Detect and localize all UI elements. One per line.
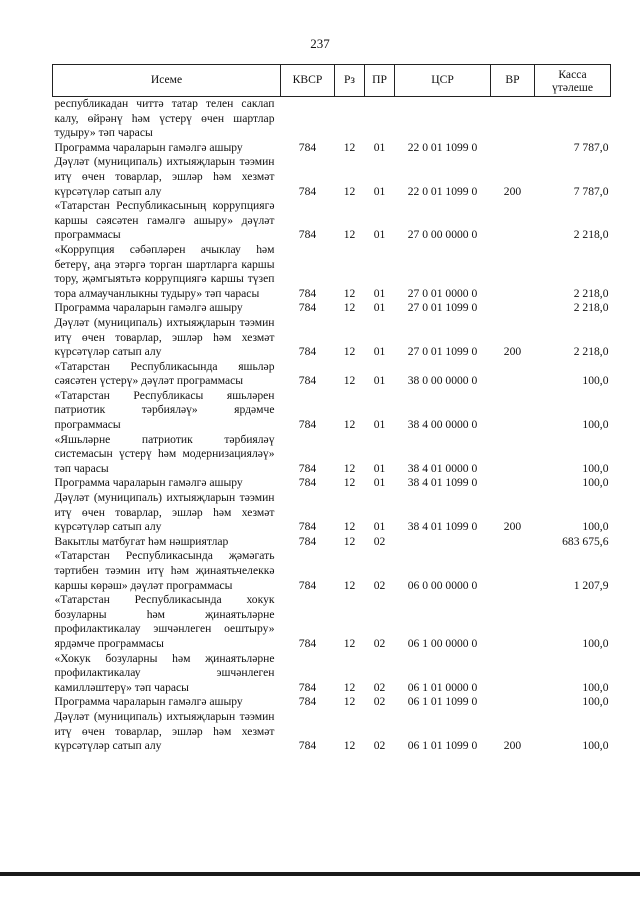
row-pr-cell: 02 — [373, 739, 386, 753]
row-kvsr-cell — [281, 97, 335, 141]
row-vr-cell: 200 — [503, 184, 522, 198]
row-name-cell: «Татарстан Республикасында җәмәгать тәртибен тәэмин итү һәм җинаятьчелеккә каршы көрәш» дәүләт программасы — [54, 549, 275, 592]
table-row — [53, 360, 611, 389]
header-cash-execution — [535, 65, 611, 97]
row-vr-cell: 200 — [503, 739, 522, 753]
row-sum-cell: 7 787,0 — [573, 184, 609, 198]
row-rz-cell: 12 — [343, 520, 356, 534]
row-vr-cell — [491, 476, 535, 491]
row-vr-cell — [491, 695, 535, 710]
row-rz-cell: 12 — [343, 461, 356, 475]
row-pr-cell: 02 — [373, 636, 386, 650]
row-pr-cell: 01 — [373, 228, 386, 242]
row-name-cell: «Татарстан Республикасында яшьләр сәясәтен үстерү» дәүләт программасы — [54, 359, 275, 388]
row-pr-cell: 01 — [373, 286, 386, 300]
row-sum-cell: 100,0 — [582, 680, 609, 694]
row-rz-cell: 12 — [343, 695, 356, 709]
header-cash-line1: Касса — [558, 67, 587, 81]
scan-edge-bar — [0, 872, 640, 876]
row-sum-cell: 100,0 — [582, 636, 609, 650]
row-pr-cell: 02 — [373, 578, 386, 592]
row-rz-cell: 12 — [343, 534, 356, 548]
header-pr: ПР — [365, 65, 395, 97]
header-vr: ВР — [491, 65, 535, 97]
row-kvsr-cell: 784 — [298, 418, 317, 432]
row-kvsr-cell: 784 — [298, 680, 317, 694]
row-sum-cell: 1 207,9 — [573, 578, 609, 592]
row-csr-cell: 06 1 01 0000 0 — [407, 680, 478, 694]
row-csr-cell: 06 1 01 1099 0 — [407, 739, 478, 753]
row-csr-cell: 06 0 00 0000 0 — [407, 578, 478, 592]
row-vr-cell — [491, 549, 535, 593]
row-csr-cell: 22 0 01 1099 0 — [407, 184, 478, 198]
row-pr-cell: 01 — [373, 374, 386, 388]
row-csr-cell: 06 1 00 0000 0 — [407, 636, 478, 650]
row-sum-cell: 100,0 — [582, 476, 609, 490]
row-kvsr-cell: 784 — [298, 286, 317, 300]
row-csr-cell: 27 0 01 1099 0 — [407, 345, 478, 359]
row-csr-cell: 06 1 01 1099 0 — [407, 695, 478, 709]
row-csr-cell: 38 4 01 0000 0 — [407, 461, 478, 475]
table-row — [53, 155, 611, 199]
table-row — [53, 316, 611, 360]
table-row — [53, 695, 611, 710]
table-row — [53, 535, 611, 550]
row-pr-cell: 01 — [373, 418, 386, 432]
row-csr-cell: 27 0 00 0000 0 — [407, 228, 478, 242]
row-pr-cell: 01 — [373, 345, 386, 359]
row-rz-cell: 12 — [343, 184, 356, 198]
table-row — [53, 141, 611, 156]
row-name-cell: «Татарстан Республикасында хокук бозуларны һәм җинаятьләрне профилактикалау эшчәнлеген оештыру» ярдәмче программасы — [54, 593, 275, 650]
row-pr-cell: 01 — [373, 476, 386, 490]
row-rz-cell: 12 — [343, 345, 356, 359]
row-rz-cell — [335, 97, 365, 141]
row-vr-cell — [491, 97, 535, 141]
row-kvsr-cell: 784 — [298, 461, 317, 475]
row-name-cell: Программа чараларын гамәлгә ашыру — [54, 695, 243, 709]
row-rz-cell: 12 — [343, 374, 356, 388]
row-kvsr-cell: 784 — [298, 534, 317, 548]
row-vr-cell — [491, 389, 535, 433]
row-kvsr-cell: 784 — [298, 636, 317, 650]
row-vr-cell — [491, 652, 535, 696]
row-kvsr-cell: 784 — [298, 374, 317, 388]
table-header — [53, 65, 611, 97]
row-sum-cell — [535, 97, 611, 141]
row-rz-cell: 12 — [343, 680, 356, 694]
row-pr-cell: 01 — [373, 301, 386, 315]
row-sum-cell: 100,0 — [582, 695, 609, 709]
row-rz-cell: 12 — [343, 140, 356, 154]
row-vr-cell — [491, 535, 535, 550]
row-vr-cell — [491, 433, 535, 477]
row-sum-cell: 100,0 — [582, 520, 609, 534]
row-csr-cell: 38 4 01 1099 0 — [407, 476, 478, 490]
row-name-cell: Программа чараларын гамәлгә ашыру — [54, 301, 243, 315]
row-sum-cell: 7 787,0 — [573, 140, 609, 154]
row-kvsr-cell: 784 — [298, 184, 317, 198]
row-kvsr-cell: 784 — [298, 695, 317, 709]
row-vr-cell — [491, 593, 535, 651]
table-row — [53, 652, 611, 696]
row-name-cell: Дәүләт (муниципаль) ихтыяҗларын тәэмин итү өчен товарлар, эшләр һәм хезмәт күрсәтүләр сатып алу — [54, 491, 275, 534]
table-row — [53, 433, 611, 477]
row-rz-cell: 12 — [343, 228, 356, 242]
table-row — [53, 476, 611, 491]
row-rz-cell: 12 — [343, 578, 356, 592]
table-row — [53, 243, 611, 301]
row-name-cell: «Яшьләрне патриотик тәрбияләү системасын үстерү һәм модернизацияләү» тәп чарасы — [54, 432, 275, 475]
row-pr-cell: 02 — [373, 695, 386, 709]
header-rz: Рз — [335, 65, 365, 97]
row-kvsr-cell: 784 — [298, 520, 317, 534]
row-kvsr-cell: 784 — [298, 476, 317, 490]
row-name-cell: Программа чараларын гамәлгә ашыру — [54, 476, 243, 490]
row-pr-cell: 02 — [373, 534, 386, 548]
row-name-cell: Дәүләт (муниципаль) ихтыяҗларын тәэмин итү өчен товарлар, эшләр һәм хезмәт күрсәтүләр сатып алу — [54, 315, 275, 359]
row-sum-cell: 100,0 — [582, 374, 609, 388]
header-cash-line2: үтәлеше — [551, 80, 593, 94]
row-name-cell: Дәүләт (муниципаль) ихтыяҗларын тәэмин итү өчен товарлар, эшләр һәм хезмәт күрсәтүләр сатып алу — [54, 709, 275, 753]
table-row — [53, 97, 611, 141]
row-pr-cell: 01 — [373, 461, 386, 475]
row-name-cell: Вакытлы матбугат һәм нәшриятлар — [54, 534, 229, 548]
table-row — [53, 549, 611, 593]
row-name-cell: Программа чараларын гамәлгә ашыру — [54, 140, 243, 154]
row-kvsr-cell: 784 — [298, 301, 317, 315]
row-pr-cell — [365, 97, 395, 141]
row-vr-cell — [491, 141, 535, 156]
row-name-cell: «Хокук бозуларны һәм җинаятьләрне профилактикалау эшчәнлеген камилләштерү» тәп чарасы — [54, 651, 275, 694]
row-sum-cell: 2 218,0 — [573, 286, 609, 300]
row-sum-cell: 100,0 — [582, 418, 609, 432]
row-vr-cell — [491, 360, 535, 389]
row-sum-cell: 100,0 — [582, 739, 609, 753]
row-rz-cell: 12 — [343, 636, 356, 650]
row-kvsr-cell: 784 — [298, 345, 317, 359]
table-row — [53, 199, 611, 243]
row-rz-cell: 12 — [343, 418, 356, 432]
row-pr-cell: 01 — [373, 184, 386, 198]
row-csr-cell: 38 4 00 0000 0 — [407, 418, 478, 432]
row-pr-cell: 01 — [373, 520, 386, 534]
table-row — [53, 491, 611, 535]
row-csr-cell — [395, 535, 491, 550]
row-name-cell: Дәүләт (муниципаль) ихтыяҗларын тәэмин итү өчен товарлар, эшләр һәм хезмәт күрсәтүләр сатып алу — [54, 155, 275, 198]
row-name-cell: «Коррупция сәбәпләрен ачыклау һәм бетерү, аңа этәргә торган шартларга каршы тору, җәмгыятьтә коррупциягә каршы түзеп тора алмаучанлыкны тудыру» тәп чарасы — [54, 242, 275, 300]
header-name: Исеме — [53, 65, 281, 97]
row-kvsr-cell: 784 — [298, 578, 317, 592]
row-csr-cell: 27 0 01 0000 0 — [407, 286, 478, 300]
row-name-cell: «Татарстан Республикасы яшьләрен патриотик тәрбияләү» ярдәмче программасы — [54, 388, 275, 432]
row-rz-cell: 12 — [343, 739, 356, 753]
row-rz-cell: 12 — [343, 286, 356, 300]
table-row — [53, 710, 611, 754]
row-vr-cell — [491, 301, 535, 316]
row-csr-cell: 27 0 01 1099 0 — [407, 301, 478, 315]
row-name-cell: республикадан читтә татар телен саклап калу, өйрәнү һәм үстерү өчен шартлар тудыру» тәп чарасы — [54, 97, 275, 140]
row-sum-cell: 100,0 — [582, 461, 609, 475]
table-body — [53, 97, 611, 754]
header-csr: ЦСР — [395, 65, 491, 97]
row-vr-cell — [491, 199, 535, 243]
row-csr-cell: 38 0 00 0000 0 — [407, 374, 478, 388]
row-kvsr-cell: 784 — [298, 140, 317, 154]
table-row — [53, 389, 611, 433]
budget-table — [52, 64, 611, 754]
row-kvsr-cell: 784 — [298, 228, 317, 242]
row-name-cell: «Татарстан Республикасының коррупциягә каршы сәясәтен гамәлгә ашыру» дәүләт программасы — [54, 199, 275, 242]
row-sum-cell: 2 218,0 — [573, 301, 609, 315]
row-csr-cell — [395, 97, 491, 141]
row-pr-cell: 02 — [373, 680, 386, 694]
page-number: 237 — [310, 36, 330, 51]
row-kvsr-cell: 784 — [298, 739, 317, 753]
row-sum-cell: 683 675,6 — [562, 534, 609, 548]
row-rz-cell: 12 — [343, 301, 356, 315]
header-kvsr: КВСР — [281, 65, 335, 97]
row-sum-cell: 2 218,0 — [573, 345, 609, 359]
row-sum-cell: 2 218,0 — [573, 228, 609, 242]
row-pr-cell: 01 — [373, 140, 386, 154]
row-vr-cell — [491, 243, 535, 301]
row-rz-cell: 12 — [343, 476, 356, 490]
row-csr-cell: 22 0 01 1099 0 — [407, 140, 478, 154]
row-vr-cell: 200 — [503, 520, 522, 534]
table-row — [53, 593, 611, 651]
table-row — [53, 301, 611, 316]
row-csr-cell: 38 4 01 1099 0 — [407, 520, 478, 534]
row-vr-cell: 200 — [503, 345, 522, 359]
